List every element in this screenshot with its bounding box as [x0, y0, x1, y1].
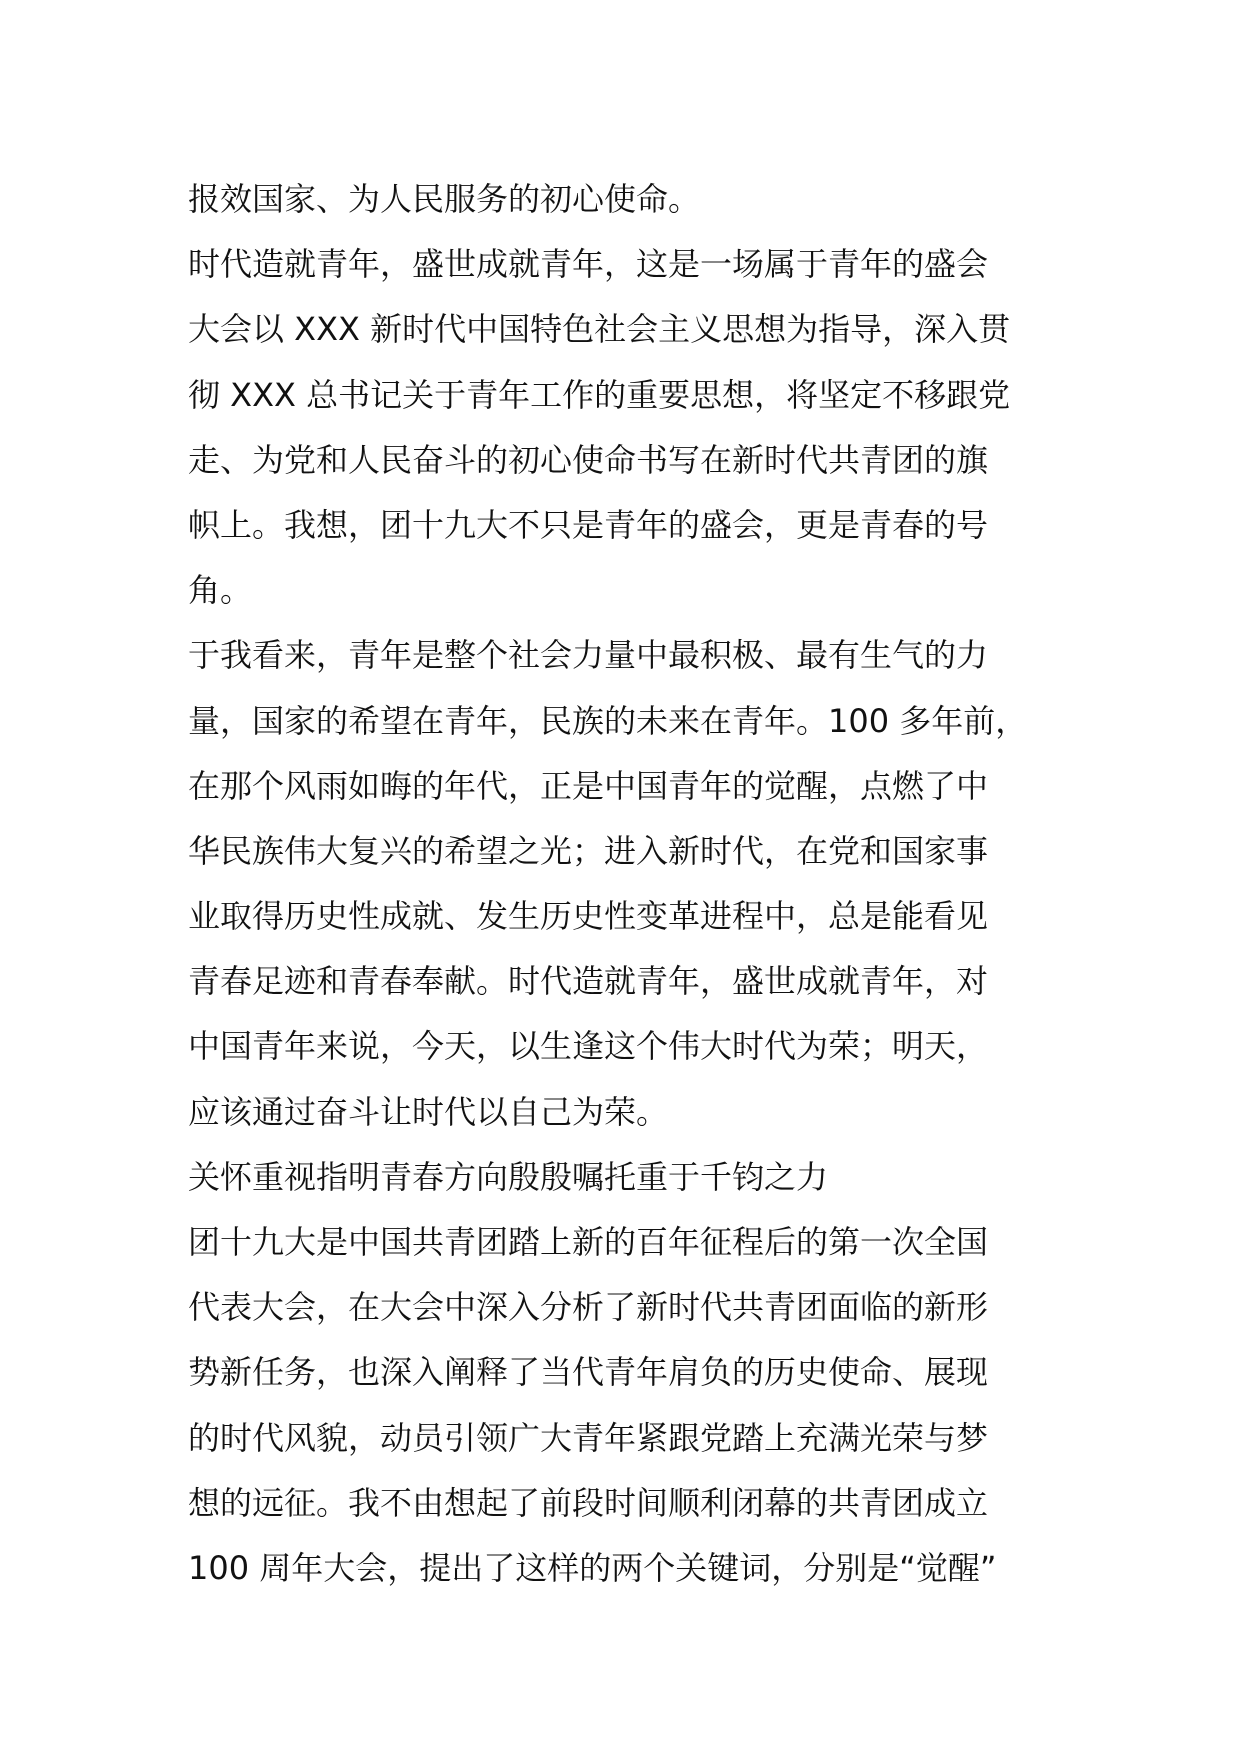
text-line: 业取得历史性成就、发生历史性变革进程中，总是能看见 [188, 897, 989, 936]
text-line: 于我看来，青年是整个社会力量中最积极、最有生气的力 [188, 636, 989, 675]
text-line: 代表大会，在大会中深入分析了新时代共青团面临的新形 [188, 1288, 989, 1327]
text-line: 的时代风貌，动员引领广大青年紧跟党踏上充满光荣与梦 [188, 1418, 989, 1457]
text-line: 应该通过奋斗让时代以自己为荣。 [188, 1092, 669, 1131]
text-line: 量，国家的希望在青年，民族的未来在青年。100 多年前， [188, 701, 1028, 740]
text-line: 中国青年来说，今天，以生逢这个伟大时代为荣；明天， [188, 1027, 989, 1066]
text-line: 角。 [188, 571, 253, 610]
text-line: 帜上。我想，团十九大不只是青年的盛会，更是青春的号 [188, 505, 989, 544]
text-line: 青春足迹和青春奉献。时代造就青年，盛世成就青年，对 [188, 962, 989, 1001]
text-line: 大会以 XXX 新时代中国特色社会主义思想为指导，深入贯 [188, 310, 1011, 349]
section-heading: 关怀重视指明青春方向殷殷嘱托重于千钧之力 [188, 1157, 829, 1196]
body-text [188, 167, 1068, 1601]
text-line: 走、为党和人民奋斗的初心使命书写在新时代共青团的旗 [188, 440, 989, 479]
text-line: 想的远征。我不由想起了前段时间顺利闭幕的共青团成立 [188, 1483, 989, 1522]
text-line: 在那个风雨如晦的年代，正是中国青年的觉醒，点燃了中 [188, 766, 989, 805]
text-line: 华民族伟大复兴的希望之光；进入新时代，在党和国家事 [188, 831, 989, 870]
text-line: 报效国家、为人民服务的初心使命。 [188, 180, 701, 218]
text-line: 时代造就青年，盛世成就青年，这是一场属于青年的盛会 [188, 245, 989, 284]
text-line: 势新任务，也深入阐释了当代青年肩负的历史使命、展现 [188, 1353, 989, 1392]
text-line: 彻 XXX 总书记关于青年工作的重要思想，将坚定不移跟党 [188, 375, 1011, 414]
text-line: 100 周年大会，提出了这样的两个关键词，分别是“觉醒” [188, 1548, 997, 1587]
text-line: 团十九大是中国共青团踏上新的百年征程后的第一次全国 [188, 1223, 989, 1261]
